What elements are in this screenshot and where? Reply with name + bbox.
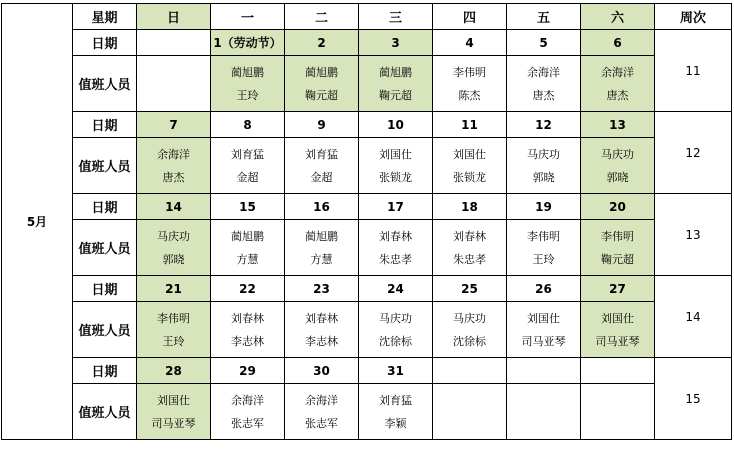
staff-name: 刘育猛 <box>231 147 264 161</box>
week-number-cell: 13 <box>655 194 732 276</box>
date-cell: 22 <box>211 276 285 302</box>
staff-cell <box>433 384 507 440</box>
staff-name: 沈徐标 <box>453 334 486 348</box>
staff-cell <box>137 384 211 440</box>
date-cell: 17 <box>359 194 433 220</box>
staff-name: 李伟明 <box>527 229 560 243</box>
date-row <box>2 112 732 138</box>
month-cell: 5月 <box>2 4 73 440</box>
staff-cell <box>211 220 285 276</box>
week-label: 周次 <box>655 4 732 30</box>
staff-name: 李伟明 <box>601 229 634 243</box>
staff-name: 余海洋 <box>157 147 190 161</box>
staff-name: 马庆功 <box>601 147 634 161</box>
staff-name: 鞠元超 <box>379 88 412 102</box>
date-cell: 8 <box>211 112 285 138</box>
staff-name: 沈徐标 <box>379 334 412 348</box>
staff-cell <box>285 384 359 440</box>
date-cell: 9 <box>285 112 359 138</box>
date-cell: 6 <box>581 30 655 56</box>
staff-name: 郭晓 <box>532 170 555 184</box>
staff-cell <box>137 302 211 358</box>
date-cell <box>507 358 581 384</box>
date-cell: 7 <box>137 112 211 138</box>
staff-cell <box>507 138 581 194</box>
week-number-cell: 11 <box>655 30 732 112</box>
date-cell: 13 <box>581 112 655 138</box>
date-cell: 19 <box>507 194 581 220</box>
staff-row <box>2 220 732 276</box>
date-cell: 10 <box>359 112 433 138</box>
staff-row-label: 值班人员 <box>73 138 137 194</box>
staff-name: 刘国仕 <box>379 147 412 161</box>
staff-cell <box>211 138 285 194</box>
staff-name: 鞠元超 <box>601 252 634 266</box>
staff-name: 马庆功 <box>379 311 412 325</box>
date-cell: 23 <box>285 276 359 302</box>
staff-cell <box>211 384 285 440</box>
staff-row <box>2 138 732 194</box>
staff-name: 陈杰 <box>458 88 481 102</box>
date-cell: 27 <box>581 276 655 302</box>
day-header-sat: 六 <box>581 4 655 30</box>
staff-cell <box>359 302 433 358</box>
staff-name: 司马亚琴 <box>151 416 196 430</box>
staff-name: 刘国仕 <box>601 311 634 325</box>
staff-row-label: 值班人员 <box>73 384 137 440</box>
staff-name: 方慧 <box>310 252 333 266</box>
date-cell: 1（劳动节） <box>211 30 285 56</box>
staff-name: 蔺旭鹏 <box>305 65 338 79</box>
weekday-label: 星期 <box>73 4 137 30</box>
staff-cell <box>581 56 655 112</box>
staff-name: 刘春林 <box>453 229 486 243</box>
staff-name: 金超 <box>310 170 333 184</box>
staff-name: 刘国仕 <box>527 311 560 325</box>
staff-name: 刘春林 <box>379 229 412 243</box>
staff-row-label: 值班人员 <box>73 302 137 358</box>
staff-name: 刘育猛 <box>379 393 412 407</box>
date-row <box>2 194 732 220</box>
staff-cell <box>581 220 655 276</box>
staff-cell <box>581 302 655 358</box>
staff-name: 马庆功 <box>527 147 560 161</box>
staff-name: 司马亚琴 <box>595 334 640 348</box>
staff-name: 朱忠孝 <box>379 252 412 266</box>
date-cell: 14 <box>137 194 211 220</box>
date-cell: 12 <box>507 112 581 138</box>
date-row-label: 日期 <box>73 194 137 220</box>
date-cell <box>137 30 211 56</box>
staff-cell <box>285 138 359 194</box>
staff-row <box>2 302 732 358</box>
staff-cell <box>137 56 211 112</box>
week-number-cell: 15 <box>655 358 732 440</box>
date-cell: 15 <box>211 194 285 220</box>
staff-name: 方慧 <box>236 252 259 266</box>
staff-name: 蔺旭鹏 <box>231 65 264 79</box>
day-header-thu: 四 <box>433 4 507 30</box>
staff-name: 刘国仕 <box>453 147 486 161</box>
staff-name: 刘春林 <box>305 311 338 325</box>
header-row <box>2 4 732 30</box>
staff-cell <box>359 220 433 276</box>
staff-cell <box>211 302 285 358</box>
staff-cell <box>285 56 359 112</box>
date-cell: 18 <box>433 194 507 220</box>
staff-cell <box>507 56 581 112</box>
date-row <box>2 276 732 302</box>
staff-cell <box>433 302 507 358</box>
date-cell: 29 <box>211 358 285 384</box>
day-header-tue: 二 <box>285 4 359 30</box>
day-header-wed: 三 <box>359 4 433 30</box>
staff-name: 余海洋 <box>527 65 560 79</box>
staff-cell <box>433 56 507 112</box>
staff-row <box>2 56 732 112</box>
staff-row-label: 值班人员 <box>73 220 137 276</box>
staff-name: 王玲 <box>236 88 259 102</box>
staff-cell <box>507 220 581 276</box>
staff-cell <box>581 384 655 440</box>
date-cell: 31 <box>359 358 433 384</box>
staff-cell <box>359 56 433 112</box>
date-cell <box>581 358 655 384</box>
staff-name: 余海洋 <box>231 393 264 407</box>
staff-name: 李志林 <box>231 334 264 348</box>
duty-roster-table <box>1 3 732 440</box>
date-cell: 20 <box>581 194 655 220</box>
date-cell: 16 <box>285 194 359 220</box>
staff-name: 王玲 <box>532 252 555 266</box>
staff-name: 张锁龙 <box>379 170 412 184</box>
staff-name: 蔺旭鹏 <box>305 229 338 243</box>
date-row-label: 日期 <box>73 276 137 302</box>
week-number-cell: 14 <box>655 276 732 358</box>
staff-name: 刘春林 <box>231 311 264 325</box>
date-row <box>2 358 732 384</box>
staff-cell <box>433 138 507 194</box>
staff-name: 朱忠孝 <box>453 252 486 266</box>
day-header-fri: 五 <box>507 4 581 30</box>
staff-name: 蔺旭鹏 <box>379 65 412 79</box>
staff-name: 郭晓 <box>162 252 185 266</box>
staff-name: 李志林 <box>305 334 338 348</box>
date-cell: 21 <box>137 276 211 302</box>
staff-cell <box>211 56 285 112</box>
staff-name: 张志军 <box>231 416 264 430</box>
date-cell: 28 <box>137 358 211 384</box>
staff-cell <box>507 302 581 358</box>
staff-name: 唐杰 <box>162 170 185 184</box>
staff-name: 张锁龙 <box>453 170 486 184</box>
staff-name: 刘国仕 <box>157 393 190 407</box>
staff-name: 余海洋 <box>305 393 338 407</box>
staff-name: 鞠元超 <box>305 88 338 102</box>
day-header-mon: 一 <box>211 4 285 30</box>
date-row-label: 日期 <box>73 358 137 384</box>
date-cell: 26 <box>507 276 581 302</box>
date-cell: 25 <box>433 276 507 302</box>
staff-cell <box>359 384 433 440</box>
week-number-cell: 12 <box>655 112 732 194</box>
date-cell: 24 <box>359 276 433 302</box>
staff-name: 张志军 <box>305 416 338 430</box>
staff-name: 唐杰 <box>606 88 629 102</box>
staff-name: 李伟明 <box>157 311 190 325</box>
staff-cell <box>285 220 359 276</box>
staff-name: 金超 <box>236 170 259 184</box>
staff-row <box>2 384 732 440</box>
date-cell: 5 <box>507 30 581 56</box>
date-cell: 30 <box>285 358 359 384</box>
staff-name: 刘育猛 <box>305 147 338 161</box>
date-cell: 2 <box>285 30 359 56</box>
staff-name: 余海洋 <box>601 65 634 79</box>
staff-name: 唐杰 <box>532 88 555 102</box>
staff-name: 蔺旭鹏 <box>231 229 264 243</box>
date-row <box>2 30 732 56</box>
date-row-label: 日期 <box>73 30 137 56</box>
date-cell: 3 <box>359 30 433 56</box>
staff-cell <box>137 138 211 194</box>
staff-cell <box>507 384 581 440</box>
date-row-label: 日期 <box>73 112 137 138</box>
staff-row-label: 值班人员 <box>73 56 137 112</box>
staff-cell <box>581 138 655 194</box>
staff-name: 马庆功 <box>453 311 486 325</box>
staff-name: 王玲 <box>162 334 185 348</box>
staff-cell <box>433 220 507 276</box>
staff-name: 马庆功 <box>157 229 190 243</box>
day-header-sun: 日 <box>137 4 211 30</box>
date-cell: 11 <box>433 112 507 138</box>
staff-name: 郭晓 <box>606 170 629 184</box>
staff-cell <box>359 138 433 194</box>
staff-name: 司马亚琴 <box>521 334 566 348</box>
staff-name: 李颖 <box>384 416 407 430</box>
staff-cell <box>137 220 211 276</box>
date-cell: 4 <box>433 30 507 56</box>
date-cell <box>433 358 507 384</box>
staff-cell <box>285 302 359 358</box>
staff-name: 李伟明 <box>453 65 486 79</box>
